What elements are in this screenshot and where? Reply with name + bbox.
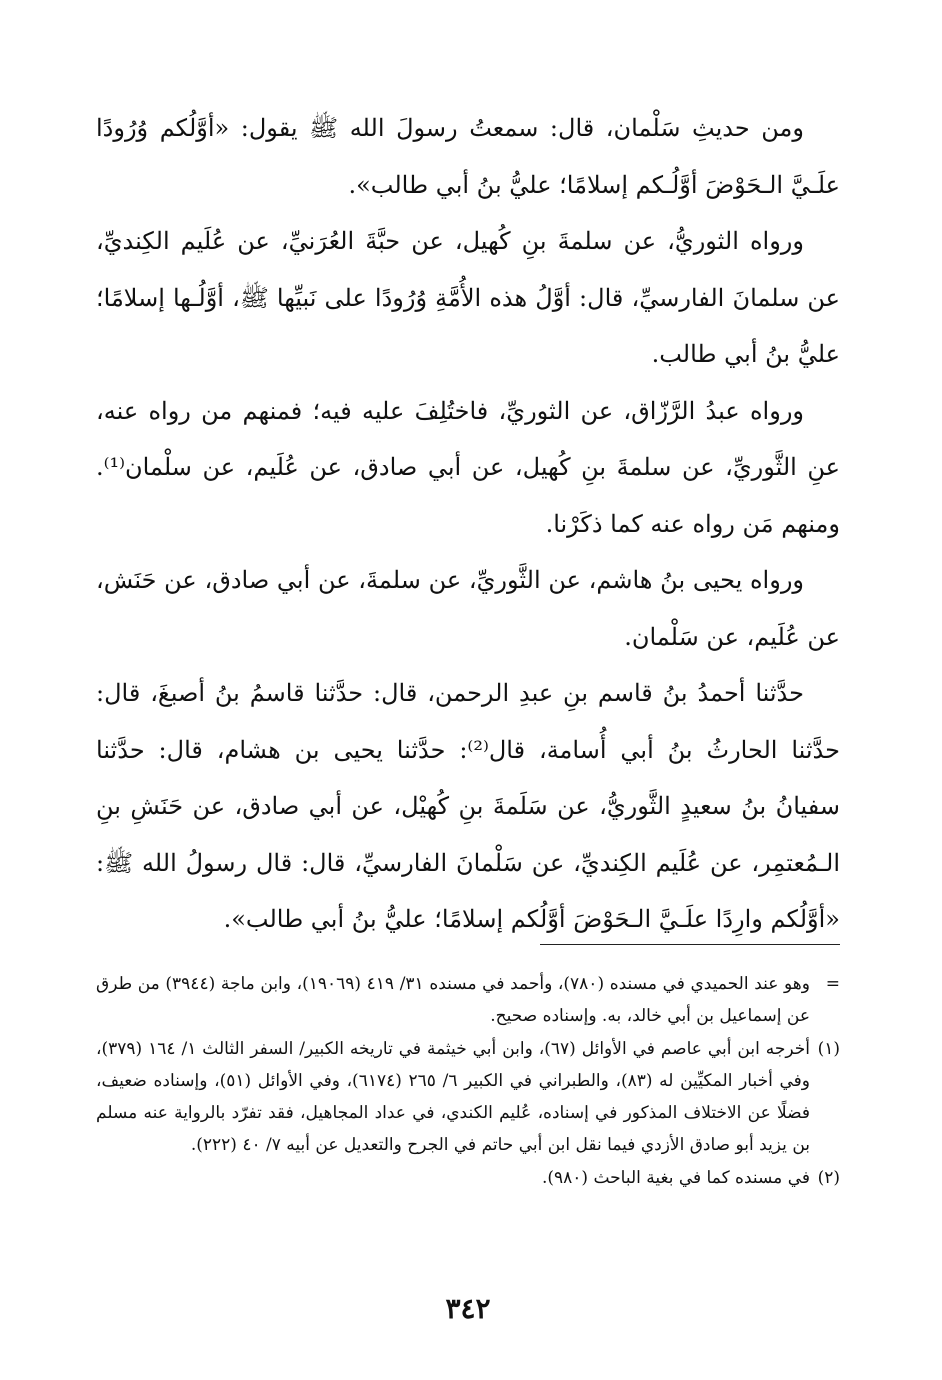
footnote-text: أخرجه ابن أبي عاصم في الأوائل (٦٧)، وابن أبي خيثمة في تاريخه الكبير/ السفر الثالث ١/ ١٦٤ (٣٧٩)، وفي أخبار المكيِّين له (٨٣)، والطبراني في الكبير ٦/ ٢٦٥ (٦١٧٤)، وفي الأوائل (٥١)، وإسناده ضعيف، فضلًا عن الاختلاف المذكور في إسناده، عُليم الكندي، في عداد المجاهيل، فقد تفرّد بالرواية عنه مسلم بن يزيد أبو صادق الأزدي فيما نقل ابن أبي حاتم في الجرح والتعديل عن أبيه ٧/ ٤٠ (٢٢٢). bbox=[96, 1039, 811, 1155]
paragraph: ومن حديثِ سَلْمان، قال: سمعتُ رسولَ الله ﷺ يقول: «أوَّلُكم وُرُودًا علَـيَّ الـحَوْضَ أوَّلُـكم إسلامًا؛ عليُّ بنُ أبي طالب». bbox=[96, 114, 840, 199]
footnote bbox=[96, 1033, 840, 1161]
footnote-marker: (٢) bbox=[817, 1168, 840, 1188]
footnotes bbox=[96, 968, 840, 1195]
page-number: ٣٤٢ bbox=[445, 1292, 491, 1325]
paragraph: ورواه يحيى بنُ هاشم، عن الثَّوريِّ، عن سلمةَ، عن أبي صادق، عن حَنَش، عن عُلَيم، عن سَلْمان. bbox=[96, 566, 840, 651]
document-page bbox=[96, 100, 840, 1360]
footnote bbox=[96, 968, 840, 1032]
footnote-marker: = bbox=[825, 974, 840, 994]
footnote bbox=[96, 1162, 840, 1194]
paragraph: ورواه الثوريُّ، عن سلمةَ بنِ كُهيل، عن حبَّةَ العُرَنيِّ، عن عُلَيم الكِنديِّ، عن سلمانَ الفارسيِّ، قال: أوَّلُ هذه الأُمَّةِ وُرُودًا على نَبيِّها ﷺ، أوَّلُـها إسلامًا؛ عليُّ بنُ أبي طالب. bbox=[96, 227, 840, 368]
footnote-separator bbox=[540, 944, 840, 945]
footnote-text: في مسنده كما في بغية الباحث (٩٨٠). bbox=[541, 1168, 810, 1188]
footnote-text: وهو عند الحميدي في مسنده (٧٨٠)، وأحمد في مسنده ٣١/ ٤١٩ (١٩٠٦٩)، وابن ماجة (٣٩٤٤) من طرق عن إسماعيل بن أبي خالد، به. وإسناده صحيح. bbox=[96, 974, 810, 1026]
footnote-marker: (١) bbox=[817, 1039, 840, 1059]
paragraph: ورواه عبدُ الرَّزّاق، عن الثوريِّ، فاختُلِفَ عليه فيه؛ فمنهم من رواه عنه، عنِ الثَّوريِّ، عن سلمةَ بنِ كُهيل، عن أبي صادق، عن عُلَيم، عن سلْمان⁽¹⁾. ومنهم مَن رواه عنه كما ذكَرْنا. bbox=[96, 396, 840, 538]
main-text bbox=[96, 100, 840, 948]
paragraph: حدَّثنا أحمدُ بنُ قاسم بنِ عبدِ الرحمن، قال: حدَّثنا قاسمُ بنُ أصبغَ، قال: حدَّثنا الحارثُ بنُ أبي أُسامة، قال⁽²⁾: حدَّثنا يحيى بن هشام، قال: حدَّثنا سفيانُ بنُ سعيدٍ الثَّوريُّ، عن سَلَمةَ بنِ كُهيْل، عن أبي صادق، عن حَنَشِ بنِ الـمُعتمِر، عن عُلَيم الكِنديِّ، عن سَلْمانَ الفارسيِّ، قال: قال رسولُ الله ﷺ: «أوَّلُكم وارِدًا علَـيَّ الـحَوْضَ أوَّلُكم إسلامًا؛ عليُّ بنُ أبي طالب». bbox=[96, 679, 840, 933]
